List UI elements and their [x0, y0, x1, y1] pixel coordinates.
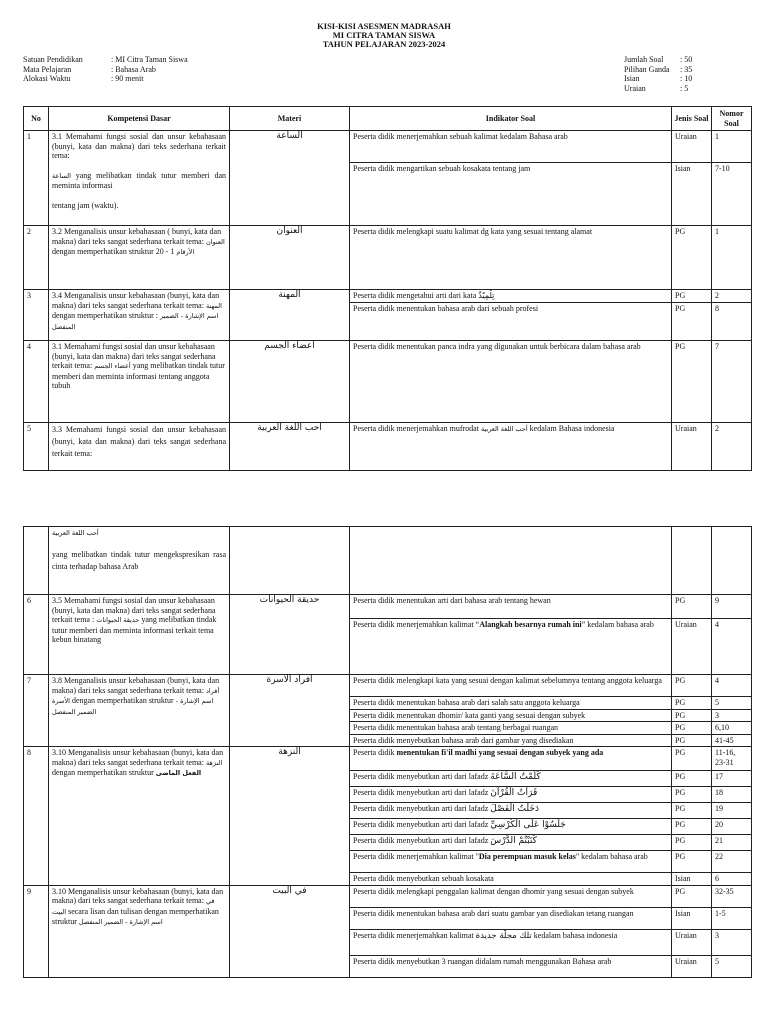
cell-kd — [49, 290, 230, 341]
cell-jenis: PG — [672, 835, 712, 851]
kd-text: tentang jam (waktu). — [52, 200, 119, 210]
table-row — [24, 341, 752, 423]
cell-indikator — [350, 747, 672, 771]
ind-bold: Alangkah besarnya rumah ini — [479, 620, 582, 629]
cell-nomor: 6,10 — [712, 722, 752, 735]
ind-text: Peserta didik menyebutkan arti dari lafadz — [353, 772, 491, 781]
ind-text: Peserta didik — [353, 748, 397, 757]
cell-jenis: PG — [672, 787, 712, 803]
ind-text: Peserta didik menyebutkan arti dari lafadz — [353, 820, 491, 829]
meta-key: Uraian — [624, 83, 646, 93]
meta-key: Alokasi Waktu — [23, 74, 71, 83]
cell-jenis: PG — [672, 675, 712, 697]
cell-materi: الساعة — [230, 131, 350, 226]
cell-nomor: 7 — [712, 341, 752, 423]
cell-nomor: 32-35 — [712, 885, 752, 907]
cell-materi: في البيت — [230, 885, 350, 977]
kd-arabic: أعضاء الجسم — [94, 362, 131, 370]
meta-value: : MI Citra Taman Siswa — [111, 55, 188, 64]
meta-value: : 10 — [680, 74, 693, 83]
cell-nomor: 3 — [712, 929, 752, 955]
cell-nomor: 2 — [712, 290, 752, 303]
cell-no: 6 — [24, 595, 49, 675]
meta-row — [624, 65, 692, 75]
cell-jenis: PG — [672, 341, 712, 423]
ind-text: Peserta didik menyebutkan arti dari lafadz — [353, 788, 491, 797]
table-row — [24, 290, 752, 303]
col-header-materi: Materi — [230, 107, 350, 131]
kd-text: yang melibatkan tindak tutur memberi dan meminta informasi terkait tema kebun binatang — [52, 615, 217, 644]
meta-value: : 35 — [680, 64, 693, 74]
meta-value: : 5 — [680, 83, 689, 93]
cell-jenis: PG — [672, 803, 712, 819]
cell-indikator: Peserta didik menerjemahkan sebuah kalimat kedalam Bahasa arab — [350, 131, 672, 163]
cell-kd — [49, 675, 230, 747]
cell-jenis: Isian — [672, 873, 712, 886]
kisi-kisi-table-page-1 — [23, 106, 752, 471]
meta-row — [624, 55, 692, 65]
cell-materi: النزهة — [230, 747, 350, 886]
cell-jenis: PG — [672, 709, 712, 722]
cell-nomor: 4 — [712, 619, 752, 675]
cell-nomor: 1 — [712, 131, 752, 163]
table-row — [24, 527, 752, 595]
cell-nomor: 8 — [712, 303, 752, 341]
cell-no: 8 — [24, 747, 49, 886]
cell-kd — [49, 595, 230, 675]
cell-nomor: 21 — [712, 835, 752, 851]
meta-row — [23, 55, 188, 65]
cell-materi: حديقة الحيوانات — [230, 595, 350, 675]
cell-kd — [49, 341, 230, 423]
cell-jenis: Uraian — [672, 131, 712, 163]
kd-text: yang melibatkan tindak tutur memberi dan meminta informasi — [52, 170, 226, 190]
ind-arabic: أحب اللغة العربية — [480, 425, 528, 433]
cell-no: 5 — [24, 423, 49, 471]
meta-row — [624, 74, 692, 84]
cell-indikator — [350, 787, 672, 803]
cell-nomor: 4 — [712, 675, 752, 697]
cell-indikator — [350, 290, 672, 303]
ind-bold: menentukan fi'il madhi yang sesuai dengan subyek yang ada — [396, 748, 604, 757]
ind-arabic: دَخَلْتُ الْفَصْلَ — [490, 804, 539, 814]
kd-arabic: المهنة — [205, 301, 222, 310]
header-title: KISI-KISI ASESMEN MADRASAH — [317, 21, 451, 31]
cell-indikator: Peserta didik menentukan bahasa arab tentang berbagai ruangan — [350, 722, 672, 735]
cell-jenis: PG — [672, 226, 712, 290]
cell-indikator — [350, 619, 672, 675]
meta-key: Satuan Pendidikan — [23, 55, 83, 64]
kd-text: dengan memperhatikan struktur 20 - 1 — [52, 247, 175, 256]
header-school: MI CITRA TAMAN SISWA — [332, 30, 436, 40]
cell-materi: أحب اللغة العربية — [230, 423, 350, 471]
cell-no: 3 — [24, 290, 49, 341]
cell-kd — [49, 131, 230, 226]
table-row — [24, 595, 752, 619]
kd-text: 3.2 Menganalisis unsur kebahasaan ( bunyi, kata dan makna) dari teks sangat sederhana terkait tema: — [52, 227, 222, 246]
cell-indikator — [350, 929, 672, 955]
meta-left — [23, 55, 188, 84]
cell-jenis: Uraian — [672, 423, 712, 471]
kd-arabic: الفعل الماضى — [155, 769, 202, 777]
col-header-nomor: Nomor Soal — [712, 107, 752, 131]
kd-text: 3.4 Menganalisis unsur kebahasaan (bunyi, kata dan makna) dari teks sangat sederhana terkait tema: — [52, 291, 220, 310]
cell-nomor: 18 — [712, 787, 752, 803]
cell-materi: أفراد الأسرة — [230, 675, 350, 747]
cell-jenis: PG — [672, 747, 712, 771]
ind-text: Peserta didik menerjemahkan kalimat — [353, 930, 476, 940]
cell-indikator — [350, 819, 672, 835]
kd-text: dengan memperhatikan struktur — [69, 696, 176, 705]
ind-arabic: كَلَّمْتُ السَّاعَةَ — [490, 772, 541, 782]
cell-jenis: PG — [672, 697, 712, 710]
cell-kd — [49, 747, 230, 886]
kd-text: 3.10 Menganalisis unsur kebahasaan (bunyi, kata dan makna) dari teks sangat sederhana terkait tema: — [52, 748, 224, 767]
kd-text: 3.5 Memahami fungsi sosial dan unsur kebahasaan (bunyi, kata dan makna) dari teks sangat sederhana terkait tema : — [52, 596, 216, 624]
kd-text: yang melibatkan tindak tutur memberi dan meminta informasi tentang anggota tubuh — [52, 361, 225, 390]
ind-text: Peserta didik menerjemahkan kalimat " — [353, 852, 479, 861]
kd-arabic: اسم الإشارة - الضمير المنفصل — [78, 918, 163, 926]
kd-text: 3.1 Memahami fungsi sosial dan unsur kebahasaan (bunyi, kata dan makna) dari teks sederhana terkait tema: — [52, 132, 226, 160]
meta-value: : 90 menit — [111, 74, 144, 83]
ind-arabic: قَرَأْتُ الْقُرْآنَ — [490, 788, 538, 798]
cell-jenis: PG — [672, 771, 712, 787]
cell-indikator: Peserta didik melengkapi suatu kalimat dg kata yang sesuai tentang alamat — [350, 226, 672, 290]
meta-row — [624, 84, 692, 94]
kd-arabic: أفراد الأسرة — [52, 686, 220, 705]
cell-indikator — [350, 527, 672, 595]
ind-text: Peserta didik menyebutkan arti dari lafadz — [353, 804, 491, 813]
ind-text: Peserta didik menerjemahkan kalimat “ — [353, 620, 480, 629]
meta-key: Jumlah Soal — [624, 55, 664, 64]
cell-nomor: 9 — [712, 595, 752, 619]
col-header-no: No — [24, 107, 49, 131]
cell-nomor: 1 — [712, 226, 752, 290]
kd-arabic: حديقة الحيوانات — [96, 616, 140, 624]
cell-indikator: Peserta didik mengartikan sebuah kosakata tentang jam — [350, 163, 672, 226]
cell-indikator — [350, 423, 672, 471]
kd-arabic: النزهة — [205, 758, 223, 767]
table-row — [24, 226, 752, 290]
cell-nomor: 17 — [712, 771, 752, 787]
meta-key: Mata Pelajaran — [23, 64, 72, 74]
cell-jenis — [672, 527, 712, 595]
kd-text: dengan memperhatikan struktur : — [52, 311, 160, 320]
cell-indikator — [350, 803, 672, 819]
cell-indikator — [350, 851, 672, 873]
cell-indikator: Peserta didik menentukan arti dari bahasa arab tentang hewan — [350, 595, 672, 619]
cell-kd — [49, 527, 230, 595]
kd-arabic: في البيت — [52, 897, 215, 916]
cell-nomor: 3 — [712, 709, 752, 722]
kd-arabic: أحب اللغة العربية — [52, 529, 99, 537]
cell-jenis: Uraian — [672, 619, 712, 675]
cell-indikator: Peserta didik menyebutkan sebuah kosakata — [350, 873, 672, 886]
cell-kd — [49, 226, 230, 290]
meta-key: Pilihan Ganda — [624, 64, 670, 74]
kd-text: dengan memperhatikan struktur — [52, 768, 156, 777]
ind-arabic: تلك مجلّة جديدة — [475, 930, 532, 941]
table-header-row — [24, 107, 752, 131]
meta-key: Isian — [624, 74, 640, 83]
cell-nomor: 6 — [712, 873, 752, 886]
kd-arabic: الساعة — [52, 171, 71, 180]
ind-text: ” kedalam bahasa arab — [581, 620, 654, 629]
meta-value: : 50 — [680, 55, 693, 64]
cell-jenis: Uraian — [672, 955, 712, 977]
col-header-jenis: Jenis Soal — [672, 107, 712, 131]
cell-no: 1 — [24, 131, 49, 226]
cell-kd: 3.3 Memahami fungsi sosial dan unsur kebahasaan (bunyi, kata dan makna) dari teks sangat sederhana terkait tema: — [49, 423, 230, 471]
cell-materi: أعضاء الجسم — [230, 341, 350, 423]
table-row — [24, 675, 752, 697]
cell-indikator: Peserta didik melengkapi penggalan kalimat dengan dhomir yang sesuai dengan subyek — [350, 885, 672, 907]
cell-nomor: 1-5 — [712, 907, 752, 929]
ind-text: Peserta didik menyebutkan arti dari lafadz — [353, 836, 491, 845]
cell-nomor — [712, 527, 752, 595]
cell-jenis: PG — [672, 819, 712, 835]
cell-indikator — [350, 835, 672, 851]
cell-indikator: Peserta didik menentukan bahasa arab dari salah satu anggota keluarga — [350, 697, 672, 710]
cell-jenis: PG — [672, 290, 712, 303]
document-header — [0, 22, 768, 49]
ind-text: kedalam bahasa indonesia — [531, 930, 618, 940]
cell-indikator: Peserta didik menentukan dhomir/ kata ganti yang sesuai dengan subyek — [350, 709, 672, 722]
cell-materi: المهنة — [230, 290, 350, 341]
cell-indikator: Peserta didik menentukan bahasa arab dari suatu gambar yan disediakan tetang ruangan — [350, 907, 672, 929]
cell-nomor: 41-45 — [712, 734, 752, 747]
cell-indikator: Peserta didik menentukan bahasa arab dari sebuah profesi — [350, 303, 672, 341]
kd-arabic: العنوان — [205, 237, 225, 246]
cell-indikator: Peserta didik melengkapi kata yang sesuai dengan kalimat sebelumnya tentang anggota keluarga — [350, 675, 672, 697]
header-year: TAHUN PELAJARAN 2023-2024 — [322, 39, 446, 49]
cell-nomor: 11-16, 23-31 — [712, 747, 752, 771]
meta-row — [23, 65, 188, 75]
ind-bold: Dia perempuan masuk kelas — [478, 852, 576, 861]
kd-arabic: اسم الإشارة - الضمير المنفصل — [52, 697, 214, 716]
kisi-kisi-table-page-2 — [23, 526, 752, 978]
cell-jenis: PG — [672, 885, 712, 907]
cell-jenis: PG — [672, 851, 712, 873]
table-row — [24, 423, 752, 471]
col-header-kd: Kompetensi Dasar — [49, 107, 230, 131]
kd-arabic: الأرقام — [176, 248, 195, 256]
cell-kd — [49, 885, 230, 977]
cell-indikator: Peserta didik menyebutkan 3 ruangan didalam rumah menggunakan Bahasa arab — [350, 955, 672, 977]
cell-jenis: PG — [672, 722, 712, 735]
cell-nomor: 19 — [712, 803, 752, 819]
kd-text: 3.10 Menganalisis unsur kebahasaan (bunyi, kata dan makna) dari teks sangat sederhana terkait tema: — [52, 886, 224, 905]
cell-no: 2 — [24, 226, 49, 290]
ind-arabic: كَتَبْتُمْ الدَّرْسَ — [490, 836, 537, 846]
kd-text: 3.8 Menganalisis unsur kebahasaan (bunyi, kata dan makna) dari teks sangat sederhana terkait tema: — [52, 676, 220, 695]
table-row — [24, 885, 752, 907]
cell-nomor: 5 — [712, 955, 752, 977]
cell-nomor: 7-10 — [712, 163, 752, 226]
cell-no: 4 — [24, 341, 49, 423]
cell-materi — [230, 527, 350, 595]
cell-indikator: Peserta didik menentukan panca indra yang digunakan untuk berbicara dalam bahasa arab — [350, 341, 672, 423]
ind-text: kedalam Bahasa indonesia — [527, 424, 615, 433]
ind-text: Peserta didik mengetahui arti dari kata — [353, 291, 479, 300]
cell-no — [24, 527, 49, 595]
ind-text: " kedalam bahasa arab — [575, 852, 648, 861]
cell-jenis: Uraian — [672, 929, 712, 955]
cell-jenis: PG — [672, 734, 712, 747]
cell-nomor: 20 — [712, 819, 752, 835]
ind-arabic: تِلْمِيْذٌ — [478, 291, 495, 300]
cell-jenis: PG — [672, 303, 712, 341]
kd-text: 3.1 Memahami fungsi sosial dan unsur kebahasaan (bunyi, kata dan makna) dari teks sangat sederhana terkait tema: — [52, 342, 216, 370]
cell-materi: العنوان — [230, 226, 350, 290]
cell-jenis: Isian — [672, 163, 712, 226]
meta-row — [23, 74, 188, 84]
col-header-indikator: Indikator Soal — [350, 107, 672, 131]
meta-right — [624, 55, 692, 93]
table-row — [24, 131, 752, 163]
cell-nomor: 22 — [712, 851, 752, 873]
cell-indikator — [350, 771, 672, 787]
cell-nomor: 5 — [712, 697, 752, 710]
cell-nomor: 2 — [712, 423, 752, 471]
cell-jenis: PG — [672, 595, 712, 619]
cell-jenis: Isian — [672, 907, 712, 929]
cell-no: 9 — [24, 885, 49, 977]
kd-text: yang melibatkan tindak tutur mengekspresikan rasa cinta terhadap bahasa Arab — [52, 549, 226, 571]
cell-indikator: Peserta didik menyebutkan bahasa arab dari gambar yang disediakan — [350, 734, 672, 747]
ind-arabic: جَلَسُوْا عَلَى الْكُرْسِيِّ — [490, 820, 566, 830]
ind-text: Peserta didik menerjemahkan mufrodat — [353, 424, 481, 433]
table-row — [24, 747, 752, 771]
cell-no: 7 — [24, 675, 49, 747]
kd-arabic: اسم الإشارة - الضمير المنفصل — [52, 312, 219, 331]
meta-value: : Bahasa Arab — [111, 64, 156, 74]
kd-text: secara lisan dan tulisan dengan memperhatikan struktur — [52, 906, 219, 926]
